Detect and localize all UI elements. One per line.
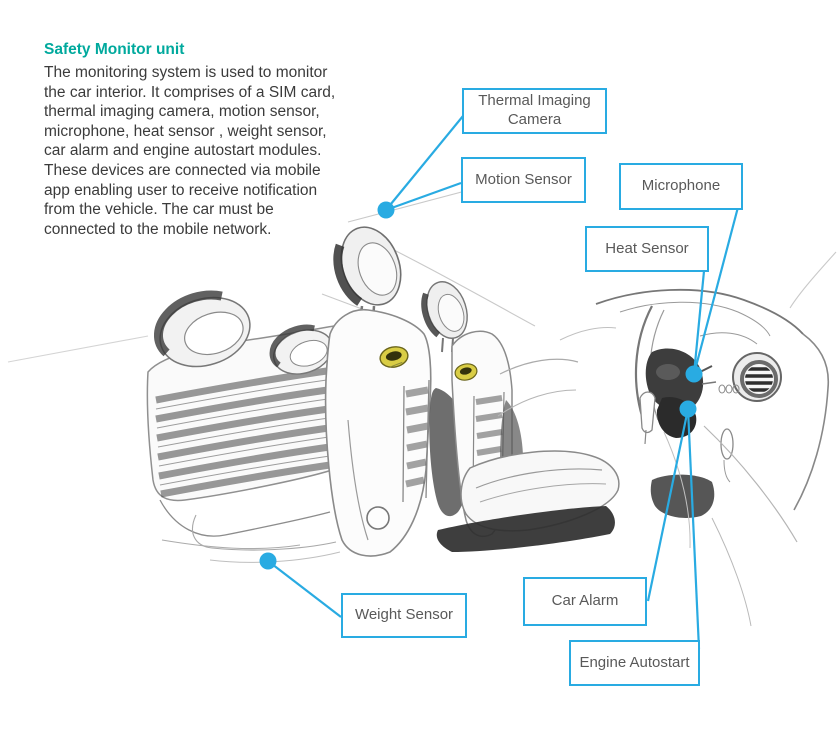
anchor-dot-thermal-motion: [378, 202, 395, 219]
callout-heat-sensor: [585, 226, 709, 272]
callout-label: Microphone: [641, 177, 721, 195]
connector-car-alarm: [648, 409, 688, 601]
anchor-dot-alarm-autostart: [680, 401, 697, 418]
anchor-dot-weight: [260, 553, 277, 570]
callout-engine-autostart: [569, 640, 700, 686]
callout-label: Motion Sensor: [475, 170, 572, 188]
intro-paragraph: The monitoring system is used to monitor the car interior. It comprises of a SIM card, thermal imaging camera, motion sensor, microphone, heat sensor , weight sensor, car alarm and engine autostart modules. These devices are connected via mobile app enabling user to receive notification from the vehicle. The car must be connected to the mobile network.: [44, 64, 336, 238]
callout-label: Weight Sensor: [354, 606, 454, 624]
callout-motion-sensor: [461, 157, 586, 203]
connector-weight-sensor: [268, 561, 341, 617]
callout-thermal-imaging-camera: [462, 88, 607, 134]
intro-block: [44, 40, 344, 239]
callout-microphone: [619, 163, 743, 210]
anchor-dot-microphone-heat: [686, 366, 703, 383]
callout-label: Heat Sensor: [605, 239, 689, 257]
callout-car-alarm: [523, 577, 647, 626]
callout-label: Thermal Imaging Camera: [478, 92, 591, 128]
callout-label: Engine Autostart: [579, 653, 690, 671]
callout-weight-sensor: [341, 593, 467, 638]
connector-engine-autostart: [688, 409, 699, 649]
callout-label: Car Alarm: [551, 592, 619, 610]
page-title: Safety Monitor unit: [44, 41, 185, 58]
connector-microphone: [694, 192, 742, 374]
